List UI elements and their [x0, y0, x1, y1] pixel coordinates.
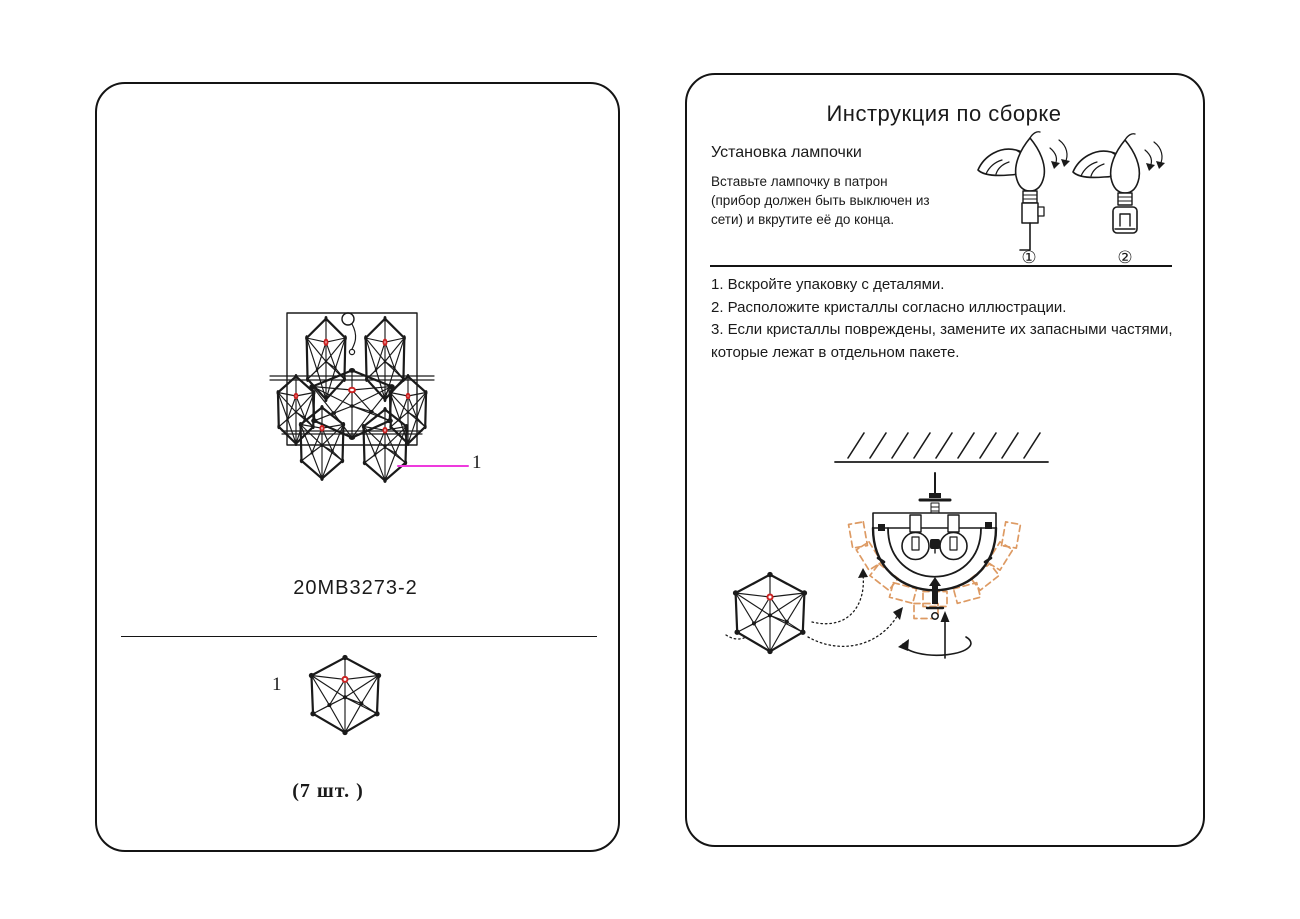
model-number: 20MB3273-2 — [293, 577, 418, 599]
bulb-section-body: Вставьте лампочку в патрон (прибор должен быть выключен из сети) и вкрутите её до конца. — [711, 174, 930, 227]
hanging-hook — [342, 313, 354, 325]
step-3: 3. Если кристаллы повреждены, замените их запасными частями, которые лежат в отдельном пакете. — [711, 321, 1173, 361]
socket-wire — [1020, 223, 1030, 250]
crystal — [277, 374, 316, 446]
cord-ring — [349, 349, 354, 354]
bulb-section-heading: Установка лампочки — [711, 144, 862, 161]
figure-1-label: ① — [1021, 248, 1037, 267]
assembly-diagram — [698, 425, 1108, 680]
step-1: 1. Вскройте упаковку с деталями. — [711, 276, 945, 293]
section-rule — [710, 265, 1172, 267]
parts-divider — [121, 636, 597, 637]
figure-1-bulb-on-wire — [978, 132, 1070, 250]
socket-bracket — [1022, 203, 1038, 223]
bulb-install-figures — [968, 126, 1188, 266]
part-number: 1 — [272, 674, 282, 695]
part-crystal-drawing — [300, 650, 390, 740]
figure-2-label: ② — [1117, 248, 1133, 267]
crystal — [733, 572, 807, 654]
wall-lamp-drawing — [262, 303, 510, 535]
page-title: Инструкция по сборке — [826, 101, 1062, 126]
ceiling-hatching — [848, 433, 1040, 458]
part-quantity: (7 шт. ) — [292, 780, 364, 802]
cord — [352, 324, 356, 349]
crystal — [309, 655, 381, 735]
diagram-leader-label: 1 — [472, 452, 482, 473]
mounting-plate — [873, 513, 996, 528]
finial-bolt — [927, 577, 943, 619]
crystal — [389, 374, 428, 446]
assembly-steps — [711, 274, 1185, 364]
figure-2-bulb-in-cup — [1073, 134, 1165, 233]
step-2: 2. Расположите кристаллы согласно иллюстрации. — [711, 298, 1067, 316]
